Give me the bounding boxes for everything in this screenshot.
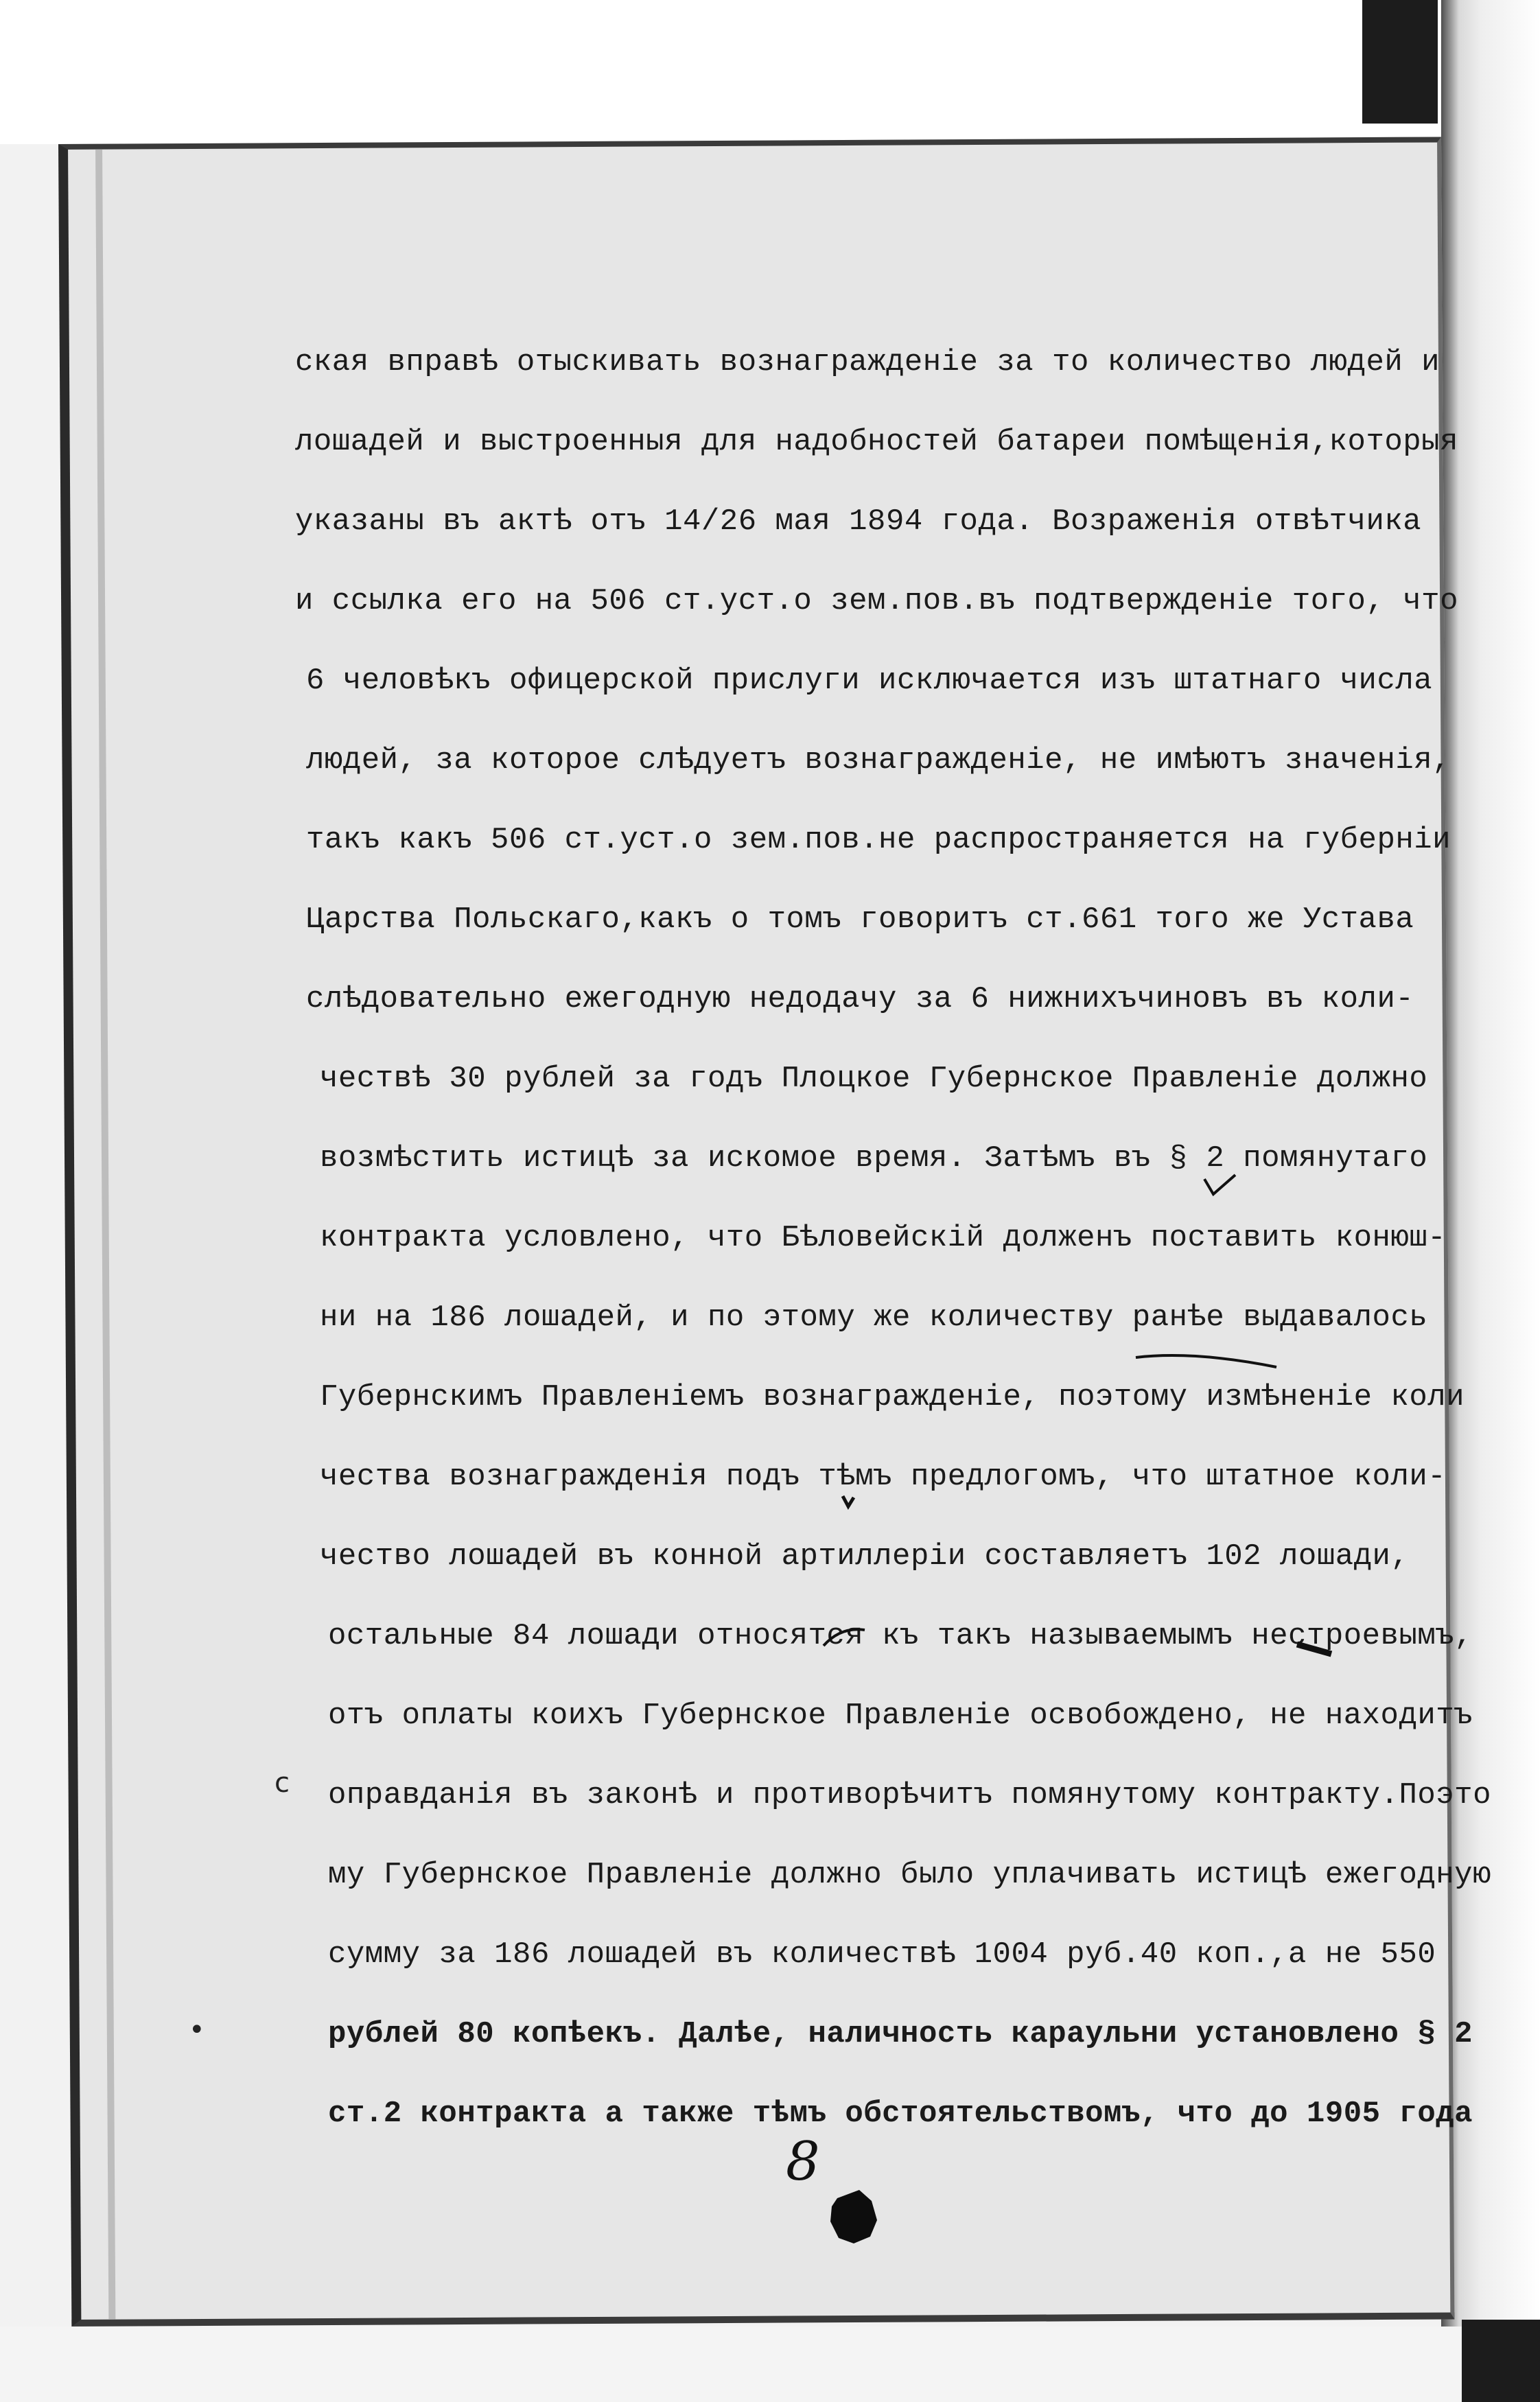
text-line: чества вознагражденія подъ тѣмъ предлогомъ, что штатное коли- <box>320 1460 1447 1494</box>
text-line: ни на 186 лошадей, и по этому же количеству ранѣе выдавалось <box>320 1301 1428 1335</box>
text-line: указаны въ актѣ отъ 14/26 мая 1894 года. Возраженія отвѣтчика <box>295 504 1422 539</box>
text-line: и ссылка его на 506 ст.уст.о зем.пов.въ подтвержденіе того, что <box>295 584 1458 618</box>
margin-mark: с <box>275 1767 290 1799</box>
text-line: рублей 80 копѣекъ. Далѣе, наличность караульни установлено § 2 <box>328 2017 1473 2051</box>
ink-blot <box>824 2186 885 2248</box>
scan-background-top <box>0 0 1540 144</box>
text-line: ская вправѣ отыскивать вознагражденіе за то количество людей и <box>295 345 1440 380</box>
text-line: контракта условлено, что Бѣловейскій долженъ поставить конюш- <box>320 1221 1447 1255</box>
binding-clip-bottom <box>1462 2320 1540 2402</box>
text-line: лошадей и выстроенныя для надобностей батареи помѣщенія,которыя <box>295 425 1458 459</box>
scan-background-bottom <box>0 2327 1540 2402</box>
text-line: оправданія въ законѣ и противорѣчитъ помянутому контракту.Поэто <box>328 1778 1491 1812</box>
typed-text-body <box>295 323 1491 2154</box>
handwritten-page-number: 8 <box>786 2131 820 2193</box>
binding-clip-top <box>1362 0 1438 124</box>
text-line: Губернскимъ Правленіемъ вознагражденіе, поэтому измѣненіе коли <box>320 1380 1465 1414</box>
text-line: чествѣ 30 рублей за годъ Плоцкое Губернское Правленіе должно <box>320 1062 1428 1096</box>
text-line: Царства Польскаго,какъ о томъ говоритъ ст.661 того же Устава <box>306 902 1414 937</box>
text-line: остальные 84 лошади относятся къ такъ называемымъ нестроевымъ, <box>328 1619 1473 1653</box>
text-line: возмѣстить истицѣ за искомое время. Затѣмъ въ § 2 помянутаго <box>320 1141 1428 1176</box>
text-line: му Губернское Правленіе должно было уплачивать истицѣ ежегодную <box>328 1858 1491 1892</box>
text-line: слѣдовательно ежегодную недодачу за 6 нижнихъчиновъ въ коли- <box>306 982 1414 1016</box>
text-line: такъ какъ 506 ст.уст.о зем.пов.не распространяется на губерніи <box>306 823 1451 857</box>
text-line: отъ оплаты коихъ Губернское Правленіе освобождено, не находитъ <box>328 1699 1473 1733</box>
text-line: 6 человѣкъ офицерской прислуги исключается изъ штатнаго числа <box>306 664 1433 698</box>
text-line: людей, за которое слѣдуетъ вознагражденіе, не имѣютъ значенія, <box>306 743 1451 778</box>
text-line: чество лошадей въ конной артиллеріи составляетъ 102 лошади, <box>320 1539 1410 1574</box>
text-line: сумму за 186 лошадей въ количествѣ 1004 руб.40 коп.,а не 550 <box>328 1937 1436 1972</box>
text-line: ст.2 контракта а также тѣмъ обстоятельствомъ, что до 1905 года <box>328 2097 1473 2131</box>
margin-dot: • <box>189 2014 205 2046</box>
